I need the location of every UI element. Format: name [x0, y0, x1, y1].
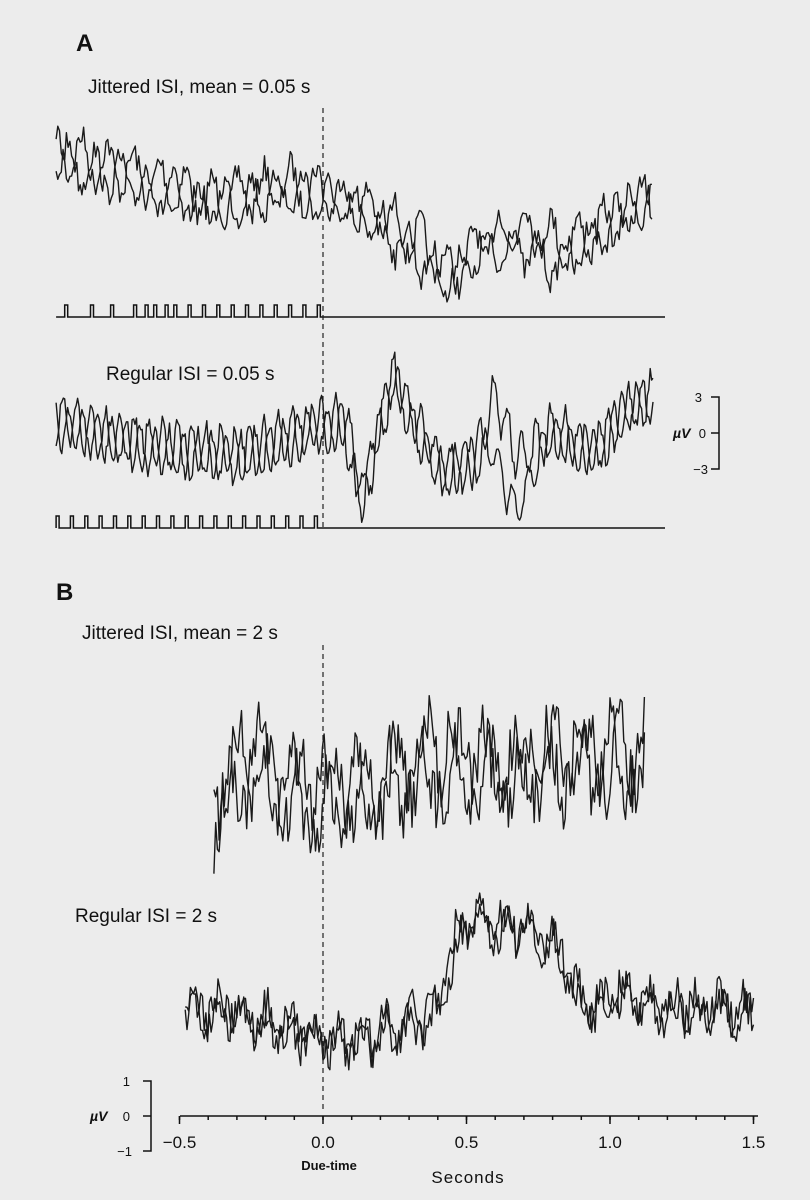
panel-b-label: B [56, 579, 74, 606]
a-regular-label: Regular ISI = 0.05 s [106, 364, 275, 385]
a-jittered-label: Jittered ISI, mean = 0.05 s [88, 77, 311, 98]
a-regular-pulse-train [56, 516, 665, 528]
x-tick-label-0: −0.5 [162, 1133, 197, 1152]
x-tick-label-4: 1.5 [741, 1133, 766, 1152]
x-tick-label-2: 0.5 [454, 1133, 479, 1152]
b-scale-top: 1 [122, 1074, 130, 1089]
panel-a-label: A [76, 30, 94, 57]
b-jittered-traces [214, 696, 645, 874]
b-scale-bottom: −1 [117, 1144, 132, 1159]
x-tick-label-3: 1.0 [598, 1133, 622, 1152]
b-regular-trace-1 [185, 904, 753, 1069]
a-regular-stimulus-train [56, 516, 665, 528]
a-scale-mid: 0 [698, 426, 706, 441]
b-regular-trace-2 [185, 893, 753, 1070]
x-axis-title: Seconds [431, 1168, 505, 1187]
a-jittered-stimulus-train [56, 305, 665, 317]
a-jittered-pulse-train [56, 305, 665, 317]
a-scale-bottom: −3 [693, 462, 708, 477]
b-scale-bar [89, 1074, 151, 1159]
a-jittered-trace-2 [56, 133, 652, 302]
x-axis [163, 1116, 766, 1152]
due-time-label: Due-time [301, 1158, 357, 1173]
b-regular-traces [185, 893, 753, 1070]
a-jittered-traces [56, 126, 652, 302]
a-scale-unit: µV [673, 425, 691, 441]
b-regular-label: Regular ISI = 2 s [75, 906, 218, 927]
x-tick-label-1: 0.0 [311, 1133, 335, 1152]
a-scale-top: 3 [694, 390, 702, 405]
b-jittered-label: Jittered ISI, mean = 2 s [82, 623, 278, 644]
b-scale-unit: µV [90, 1108, 108, 1124]
a-scale-bar [672, 390, 719, 477]
b-scale-mid: 0 [122, 1109, 130, 1124]
a-jittered-trace-1 [56, 126, 652, 299]
